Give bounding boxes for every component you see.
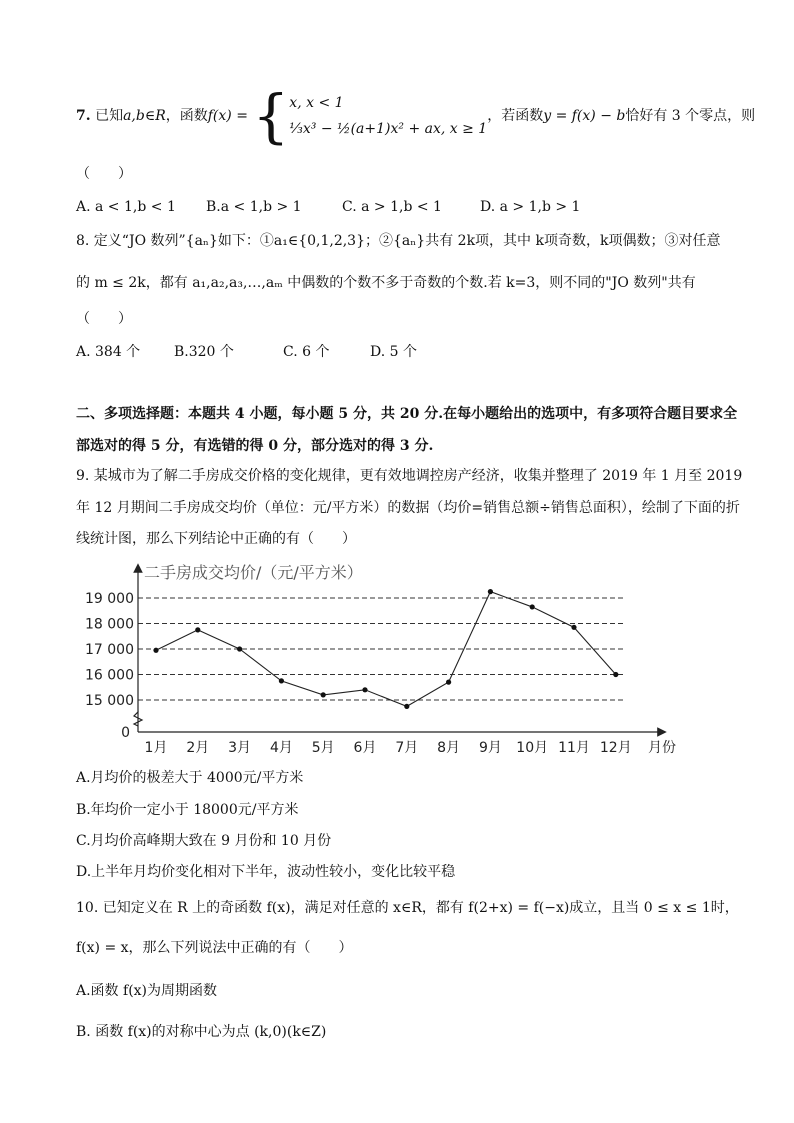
q7-brace: { [252,82,290,150]
q7-option-d[interactable]: D. a > 1,b > 1 [480,199,581,215]
q7-cases [289,90,487,142]
q7-paren: （ ） [76,166,132,182]
q8-paren: （ ） [76,311,132,327]
q8-option-b[interactable]: B.320 个 [174,344,234,360]
q7-option-c[interactable]: C. a > 1,b < 1 [342,199,442,215]
q8-line-1: 8. 定义“JO 数列”{aₙ}如下：①a₁∈{0,1,2,3}；②{aₙ}共有 2k项，其中 k项奇数，k项偶数；③对任意 [76,233,721,249]
x-tick-label-8: 8月 [437,740,461,756]
x-tick-label-6: 6月 [353,740,377,756]
q10-line-2: f(x) = x，那么下列说法中正确的有（ ） [76,940,353,956]
q7-option-a[interactable]: A. a < 1,b < 1 [76,199,176,215]
q8-option-a[interactable]: A. 384 个 [76,344,141,360]
data-point-9 [488,589,493,594]
q9-line-1: 9. 某城市为了解二手房成交价格的变化规律，更有效地调控房产经济，收集并整理了 2019 年 1 月至 2019 [76,468,743,484]
q9-option-a[interactable]: A.月均价的极差大于 4000元/平方米 [76,770,304,786]
q9-line-2: 年 12 月期间二手房成交均价（单位：元/平方米）的数据（均价=销售总额÷销售总面积），绘制了下面的折 [76,500,740,516]
q7-case-2: ⅓x³ − ½(a+1)x² + ax, x ≥ 1 [289,121,488,137]
q7-case-1: x, x < 1 [289,95,344,111]
y-axis-break [134,712,142,732]
data-point-11 [571,625,576,630]
q7-func: f(x) = [207,108,248,124]
q7-text-c: ，若函数 [487,108,544,124]
q8-option-c[interactable]: C. 6 个 [283,344,330,360]
q7-option-b[interactable]: B.a < 1,b > 1 [206,199,302,215]
q7-vars: a,b∈R [123,108,166,124]
x-tick-label-4: 4月 [269,740,293,756]
y-origin-label: 0 [121,725,130,741]
q7-eq: y = f(x) − b [543,108,626,124]
data-point-8 [446,680,451,685]
y-tick-label-19000: 19 000 [85,591,134,607]
y-tick-label-15000: 15 000 [85,693,134,709]
chart-title: 二手房成交均价/（元/平方米） [144,563,363,582]
x-tick-label-1: 1月 [144,740,168,756]
data-point-3 [237,646,242,651]
section2-line-1: 二、多项选择题：本题共 4 小题，每小题 5 分，共 20 分.在每小题给出的选项中，有多项符合题目要求全 [76,406,738,422]
q7-number: 7. [76,108,91,124]
x-tick-label-10: 10月 [516,740,549,756]
q9-option-b[interactable]: B.年均价一定小于 18000元/平方米 [76,802,299,818]
data-point-7 [404,704,409,709]
data-point-12 [613,672,618,677]
x-tick-label-3: 3月 [228,740,252,756]
data-point-6 [362,687,367,692]
y-tick-label-18000: 18 000 [85,616,134,633]
x-tick-label-7: 7月 [395,740,419,756]
y-tick-label-16000: 16 000 [85,667,134,684]
q7-stem [76,82,756,150]
q10-option-b[interactable]: B. 函数 f(x)的对称中心为点 (k,0)(k∈Z) [76,1024,327,1040]
q8-line-2: 的 m ≤ 2k，都有 a₁,a₂,a₃,…,aₘ 中偶数的个数不多于奇数的个数.若 k=3，则不同的"JO 数列"共有 [76,275,696,291]
x-axis-label: 月份 [648,740,676,756]
q8-option-d[interactable]: D. 5 个 [370,344,417,360]
data-point-1 [153,648,158,653]
x-tick-label-12: 12月 [599,740,632,756]
q7-text-b: ，函数 [165,108,208,124]
x-tick-label-5: 5月 [311,740,335,756]
q9-line-3: 线统计图，那么下列结论中正确的有（ ） [76,531,356,547]
q9-option-d[interactable]: D.上半年月均价变化相对下半年，波动性较小，变化比较平稳 [76,864,456,880]
q10-option-a[interactable]: A.函数 f(x)为周期函数 [76,983,218,999]
q7-text-a: 已知 [95,108,124,124]
data-point-10 [530,604,535,609]
q7-text-d: 恰好有 3 个零点，则 [625,108,756,124]
x-tick-label-9: 9月 [478,740,502,756]
x-tick-label-2: 2月 [186,740,210,756]
y-tick-label-17000: 17 000 [85,642,134,658]
section2-line-2: 部选对的得 5 分，有选错的得 0 分，部分选对的得 3 分. [76,438,434,454]
q10-line-1: 10. 已知定义在 R 上的奇函数 f(x)，满足对任意的 x∈R，都有 f(2+x) = f(−x)成立，且当 0 ≤ x ≤ 1时， [76,900,739,916]
data-point-4 [279,678,284,683]
data-point-5 [321,692,326,697]
q9-option-c[interactable]: C.月均价高峰期大致在 9 月份和 10 月份 [76,833,332,849]
data-point-2 [195,627,200,632]
price-line-chart [85,560,694,758]
x-tick-label-11: 11月 [558,740,590,756]
